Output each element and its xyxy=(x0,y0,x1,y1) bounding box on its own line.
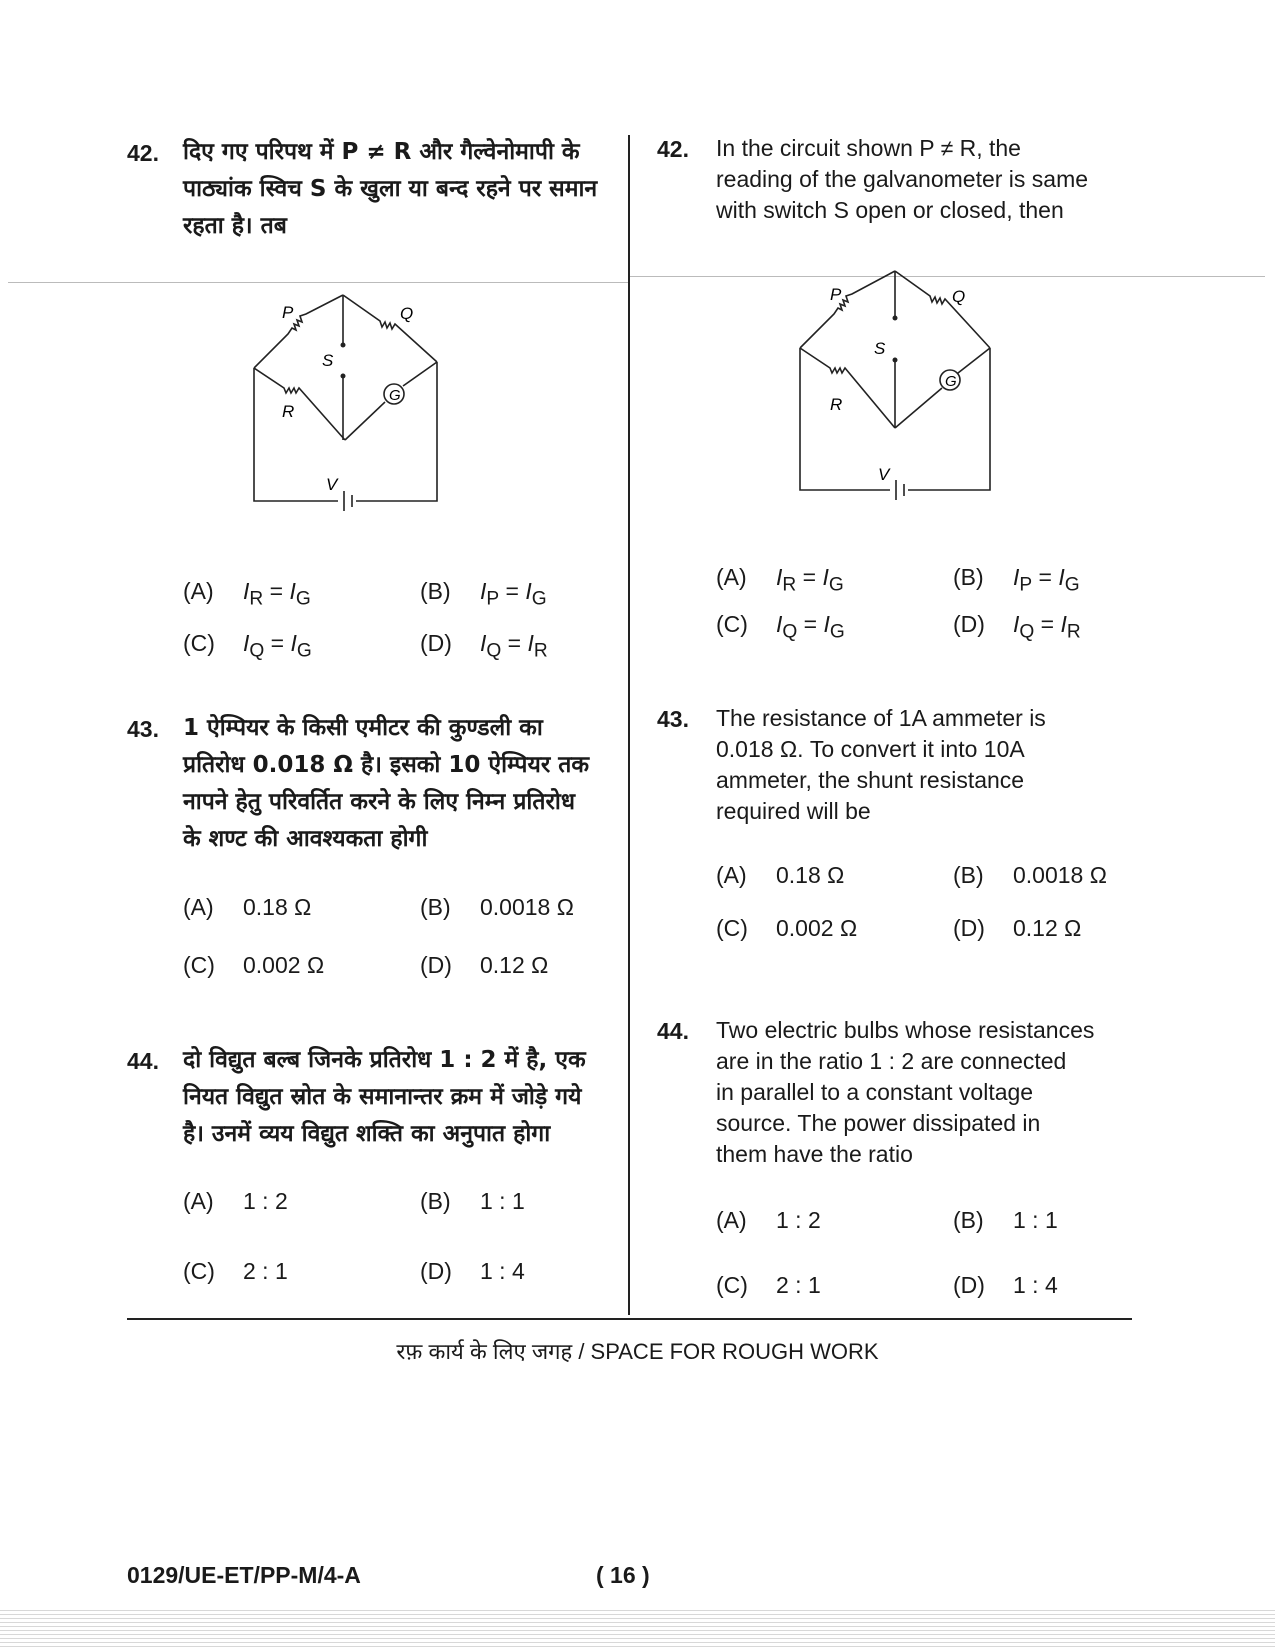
q42-en-number: 42. xyxy=(657,136,689,162)
label-p: P xyxy=(282,303,294,322)
option-value: 1 : 2 xyxy=(243,1188,288,1214)
q43-en-number: 43. xyxy=(657,706,689,732)
option-value: 0.12 Ω xyxy=(1013,915,1082,941)
q42-hi-option-a[interactable]: (A) $I_R = I_G$ xyxy=(183,578,311,610)
option-value: 0.0018 Ω xyxy=(1013,862,1107,888)
option-label: (D) xyxy=(420,952,452,978)
q43-hi-option-d[interactable] xyxy=(420,952,548,979)
option-label: (B) xyxy=(420,894,451,920)
option-label: (A) xyxy=(716,862,747,888)
option-label: (A) xyxy=(183,894,214,920)
q42-hi-number: 42. xyxy=(127,140,159,166)
q42-en-circuit-diagram xyxy=(790,268,1010,508)
q44-en-option-b[interactable] xyxy=(953,1207,1058,1234)
label-q: Q xyxy=(400,304,414,323)
option-label: (D) xyxy=(953,915,985,941)
option-value: 0.0018 Ω xyxy=(480,894,574,920)
q42-hi-circuit-diagram xyxy=(240,290,470,530)
q43-en-line: The resistance of 1A ammeter is xyxy=(716,705,1046,731)
q43-hi-line: प्रतिरोध 0.018 Ω है। इसको 10 ऐम्पियर तक xyxy=(183,752,590,778)
q42-en-option-c[interactable]: (C) $I_Q = I_G$ xyxy=(716,611,845,643)
option-value: 1 : 4 xyxy=(1013,1272,1058,1298)
option-value: 1 : 1 xyxy=(1013,1207,1058,1233)
q42-en-option-a[interactable]: (A) $I_R = I_G$ xyxy=(716,564,844,596)
option-label: (C) xyxy=(183,1258,215,1284)
option-label: (B) xyxy=(420,1188,451,1214)
q43-en-option-a[interactable] xyxy=(716,862,844,889)
q43-en-line: 0.018 Ω. To convert it into 10A xyxy=(716,736,1025,762)
option-label: (D) xyxy=(420,630,452,656)
q42-hi-question xyxy=(183,134,603,245)
q44-hi-option-d[interactable] xyxy=(420,1258,525,1285)
q44-hi-question xyxy=(183,1042,603,1153)
q42-hi-option-d[interactable]: (D) $I_Q = I_R$ xyxy=(420,630,548,662)
q44-en-number: 44. xyxy=(657,1018,689,1044)
q43-hi-option-b[interactable] xyxy=(420,894,574,921)
option-value: 0.002 Ω xyxy=(776,915,858,941)
option-label: (A) xyxy=(183,1188,214,1214)
label-s: S xyxy=(874,339,886,358)
option-value: 1 : 4 xyxy=(480,1258,525,1284)
q43-hi-option-a[interactable] xyxy=(183,894,311,921)
q43-hi-question xyxy=(183,710,603,858)
option-value: 2 : 1 xyxy=(243,1258,288,1284)
bottom-rule xyxy=(127,1318,1132,1320)
option-value: 0.18 Ω xyxy=(243,894,312,920)
q44-en-line: Two electric bulbs whose resistances xyxy=(716,1017,1095,1043)
q43-hi-line: नापने हेतु परिवर्तित करने के लिए निम्न प्रतिरोध xyxy=(183,789,575,815)
q44-hi-line: दो विद्युत बल्ब जिनके प्रतिरोध 1 : 2 में है, एक xyxy=(183,1047,586,1073)
option-label: (A) xyxy=(183,578,214,604)
q42-en-option-b[interactable]: (B) $I_P = I_G$ xyxy=(953,564,1080,596)
q44-en-line: in parallel to a constant voltage xyxy=(716,1079,1034,1105)
option-label: (A) xyxy=(716,564,747,590)
q43-en-option-b[interactable] xyxy=(953,862,1107,889)
q42-en-line: In the circuit shown P ≠ R, the xyxy=(716,135,1021,161)
label-g: G xyxy=(945,373,957,390)
label-p: P xyxy=(830,285,842,304)
page-number: ( 16 ) xyxy=(596,1562,650,1588)
option-value: 2 : 1 xyxy=(776,1272,821,1298)
q43-en-line: ammeter, the shunt resistance xyxy=(716,767,1025,793)
q42-en-question xyxy=(716,133,1130,226)
option-value: 1 : 2 xyxy=(776,1207,821,1233)
option-label: (C) xyxy=(183,952,215,978)
q43-en-line: required will be xyxy=(716,798,871,824)
option-label: (B) xyxy=(953,564,984,590)
q44-hi-line: है। उनमें व्यय विद्युत शक्ति का अनुपात होगा xyxy=(183,1121,551,1147)
faint-rule-left xyxy=(8,282,628,283)
paper-code: 0129/UE-ET/PP-M/4-A xyxy=(127,1562,361,1588)
q42-hi-option-b[interactable]: (B) $I_P = I_G$ xyxy=(420,578,547,610)
q42-hi-line: दिए गए परिपथ में P ≠ R और गैल्वेनोमापी के xyxy=(183,139,580,165)
q42-en-line: with switch S open or closed, then xyxy=(716,197,1064,223)
label-r: R xyxy=(830,395,843,414)
label-v: V xyxy=(878,465,890,484)
option-label: (D) xyxy=(953,611,985,637)
option-label: (C) xyxy=(716,1272,748,1298)
q44-hi-number: 44. xyxy=(127,1048,159,1074)
q42-hi-option-c[interactable]: (C) $I_Q = I_G$ xyxy=(183,630,312,662)
q44-en-option-c[interactable] xyxy=(716,1272,821,1299)
option-value: 0.002 Ω xyxy=(243,952,325,978)
option-value: 0.12 Ω xyxy=(480,952,549,978)
q43-en-question xyxy=(716,703,1130,827)
q43-hi-option-c[interactable] xyxy=(183,952,324,979)
q43-hi-line: 1 ऐम्पियर के किसी एमीटर की कुण्डली का xyxy=(183,715,543,741)
q43-en-option-d[interactable] xyxy=(953,915,1081,942)
q44-en-question xyxy=(716,1015,1130,1170)
option-label: (D) xyxy=(420,1258,452,1284)
option-value: 0.18 Ω xyxy=(776,862,845,888)
label-q: Q xyxy=(952,287,966,306)
option-label: (C) xyxy=(716,915,748,941)
label-v: V xyxy=(326,475,338,494)
q44-hi-option-a[interactable] xyxy=(183,1188,288,1215)
option-label: (B) xyxy=(953,862,984,888)
q44-en-line: them have the ratio xyxy=(716,1141,913,1167)
q43-hi-number: 43. xyxy=(127,716,159,742)
option-label: (D) xyxy=(953,1272,985,1298)
q44-hi-line: नियत विद्युत स्रोत के समानान्तर क्रम में जोड़े गये xyxy=(183,1084,582,1110)
q44-hi-option-c[interactable] xyxy=(183,1258,288,1285)
column-divider xyxy=(628,135,630,1315)
label-g: G xyxy=(389,387,401,404)
label-r: R xyxy=(282,402,295,421)
option-label: (B) xyxy=(420,578,451,604)
q44-hi-option-b[interactable] xyxy=(420,1188,525,1215)
q42-hi-line: रहता है। तब xyxy=(183,213,287,239)
q44-en-option-d[interactable] xyxy=(953,1272,1058,1299)
label-s: S xyxy=(322,351,334,370)
q43-hi-line: के शण्ट की आवश्यकता होगी xyxy=(183,826,428,852)
q43-en-option-c[interactable] xyxy=(716,915,857,942)
rough-work-caption: रफ़ कार्य के लिए जगह / SPACE FOR ROUGH WORK xyxy=(396,1339,879,1364)
q44-en-line: are in the ratio 1 : 2 are connected xyxy=(716,1048,1067,1074)
q44-en-option-a[interactable] xyxy=(716,1207,821,1234)
option-label: (C) xyxy=(716,611,748,637)
q44-en-line: source. The power dissipated in xyxy=(716,1110,1041,1136)
option-label: (B) xyxy=(953,1207,984,1233)
q42-en-line: reading of the galvanometer is same xyxy=(716,166,1089,192)
option-label: (A) xyxy=(716,1207,747,1233)
q42-en-option-d[interactable]: (D) $I_Q = I_R$ xyxy=(953,611,1081,643)
scan-edge-stripes xyxy=(0,1610,1275,1650)
option-value: 1 : 1 xyxy=(480,1188,525,1214)
option-label: (C) xyxy=(183,630,215,656)
q42-hi-line: पाठ्यांक स्विच S के खुला या बन्द रहने पर समान xyxy=(183,176,598,202)
